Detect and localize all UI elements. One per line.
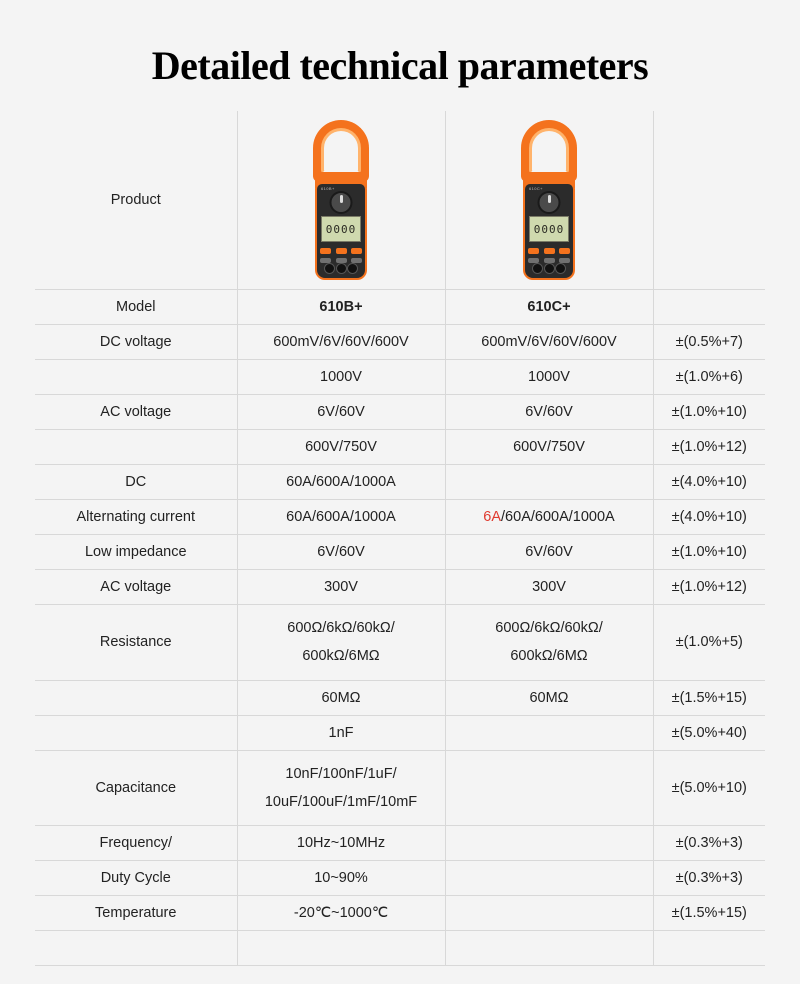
row-label-capacitance: Capacitance <box>35 750 237 826</box>
cell-610b: 60MΩ <box>237 680 445 715</box>
dial-icon <box>538 191 561 214</box>
cell-accuracy: ±(0.5%+7) <box>653 325 765 360</box>
meter-display: 0000 <box>529 216 569 242</box>
cell-accuracy: ±(4.0%+10) <box>653 500 765 535</box>
table-row <box>35 465 765 500</box>
cell-610b: 6V/60V <box>237 535 445 570</box>
cell-accuracy: ±(1.0%+5) <box>653 605 765 681</box>
technical-parameters-table <box>35 111 765 966</box>
cell-line: 10nF/100nF/1uF/ <box>285 765 397 782</box>
cell-610c: 6V/60V <box>445 395 653 430</box>
accuracy-empty <box>653 290 765 325</box>
row-label-model: Model <box>35 290 237 325</box>
cell-610c <box>445 750 653 826</box>
clamp-meter-icon: 610B+ 0000 <box>299 120 383 280</box>
cell-610b: 1nF <box>237 715 445 750</box>
cell-accuracy: ±(1.0%+12) <box>653 430 765 465</box>
row-label-dc: DC <box>35 465 237 500</box>
row-label-temperature: Temperature <box>35 896 237 931</box>
cell-line: 10uF/100uF/1mF/10mF <box>264 793 418 810</box>
cell-610c <box>445 931 653 966</box>
table-row <box>35 325 765 360</box>
cell-610b <box>237 605 445 681</box>
row-label-duty-cycle: Duty Cycle <box>35 861 237 896</box>
cell-accuracy: ±(1.0%+10) <box>653 395 765 430</box>
cell-610c <box>445 605 653 681</box>
model-value-610c: 610C+ <box>445 290 653 325</box>
cell-610b: 60A/600A/1000A <box>237 465 445 500</box>
cell-610b: 6V/60V <box>237 395 445 430</box>
table-row <box>35 395 765 430</box>
model-value-610b: 610B+ <box>237 290 445 325</box>
cell-accuracy: ±(1.0%+12) <box>653 570 765 605</box>
row-label-resistance: Resistance <box>35 605 237 681</box>
table-row <box>35 360 765 395</box>
row-label-blank <box>35 360 237 395</box>
table-row <box>35 290 765 325</box>
range-rest: /60A/600A/1000A <box>501 509 615 525</box>
cell-accuracy: ±(0.3%+3) <box>653 826 765 861</box>
row-label-blank <box>35 931 237 966</box>
cell-accuracy <box>653 931 765 966</box>
cell-610c <box>445 861 653 896</box>
row-label-blank <box>35 430 237 465</box>
cell-610c <box>445 465 653 500</box>
table-row <box>35 861 765 896</box>
clamp-meter-icon: 610C+ 0000 <box>507 120 591 280</box>
cell-610c: 300V <box>445 570 653 605</box>
cell-610c <box>445 500 653 535</box>
table-row <box>35 715 765 750</box>
cell-610c: 600mV/6V/60V/600V <box>445 325 653 360</box>
cell-accuracy: ±(5.0%+10) <box>653 750 765 826</box>
cell-accuracy: ±(5.0%+40) <box>653 715 765 750</box>
cell-610b: 60A/600A/1000A <box>237 500 445 535</box>
cell-accuracy: ±(0.3%+3) <box>653 861 765 896</box>
cell-610c: 6V/60V <box>445 535 653 570</box>
table-row <box>35 500 765 535</box>
row-label-frequency: Frequency/ <box>35 826 237 861</box>
dial-icon <box>330 191 353 214</box>
cell-610c <box>445 826 653 861</box>
meter-display: 0000 <box>321 216 361 242</box>
highlighted-range: 6A <box>483 509 502 525</box>
table-row <box>35 430 765 465</box>
cell-line: 600kΩ/6MΩ <box>510 648 588 665</box>
cell-accuracy: ±(4.0%+10) <box>653 465 765 500</box>
row-label-low-impedance: Low impedance <box>35 535 237 570</box>
row-label-alternating-current: Alternating current <box>35 500 237 535</box>
row-label-blank <box>35 715 237 750</box>
row-label-dc-voltage: DC voltage <box>35 325 237 360</box>
cell-610c: 60MΩ <box>445 680 653 715</box>
table-row <box>35 896 765 931</box>
cell-610b: 600V/750V <box>237 430 445 465</box>
row-label-product: Product <box>35 111 237 290</box>
table-row <box>35 605 765 681</box>
cell-610c: 1000V <box>445 360 653 395</box>
cell-610b: -20℃~1000℃ <box>237 896 445 931</box>
cell-line: 600Ω/6kΩ/60kΩ/ <box>495 620 603 636</box>
cell-610b: 600mV/6V/60V/600V <box>237 325 445 360</box>
page-title: Detailed technical parameters <box>151 43 649 88</box>
cell-line: 600kΩ/6MΩ <box>302 648 380 665</box>
row-label-ac-voltage-2: AC voltage <box>35 570 237 605</box>
table-row <box>35 826 765 861</box>
row-label-blank <box>35 680 237 715</box>
cell-610b <box>237 750 445 826</box>
cell-610c <box>445 715 653 750</box>
cell-accuracy: ±(1.0%+6) <box>653 360 765 395</box>
cell-line: 600Ω/6kΩ/60kΩ/ <box>287 620 395 636</box>
product-image-610c <box>445 111 653 290</box>
cell-610b: 300V <box>237 570 445 605</box>
table-row <box>35 111 765 290</box>
table-row <box>35 535 765 570</box>
cell-610b <box>237 931 445 966</box>
row-label-ac-voltage: AC voltage <box>35 395 237 430</box>
cell-610b: 1000V <box>237 360 445 395</box>
cell-accuracy: ±(1.5%+15) <box>653 680 765 715</box>
cell-610c <box>445 896 653 931</box>
cell-610c: 600V/750V <box>445 430 653 465</box>
cell-accuracy: ±(1.0%+10) <box>653 535 765 570</box>
table-row <box>35 680 765 715</box>
cell-610b: 10~90% <box>237 861 445 896</box>
accuracy-empty <box>653 111 765 290</box>
table-row-partial <box>35 931 765 966</box>
table-row <box>35 570 765 605</box>
cell-accuracy: ±(1.5%+15) <box>653 896 765 931</box>
product-image-610b <box>237 111 445 290</box>
cell-610b: 10Hz~10MHz <box>237 826 445 861</box>
table-row <box>35 750 765 826</box>
